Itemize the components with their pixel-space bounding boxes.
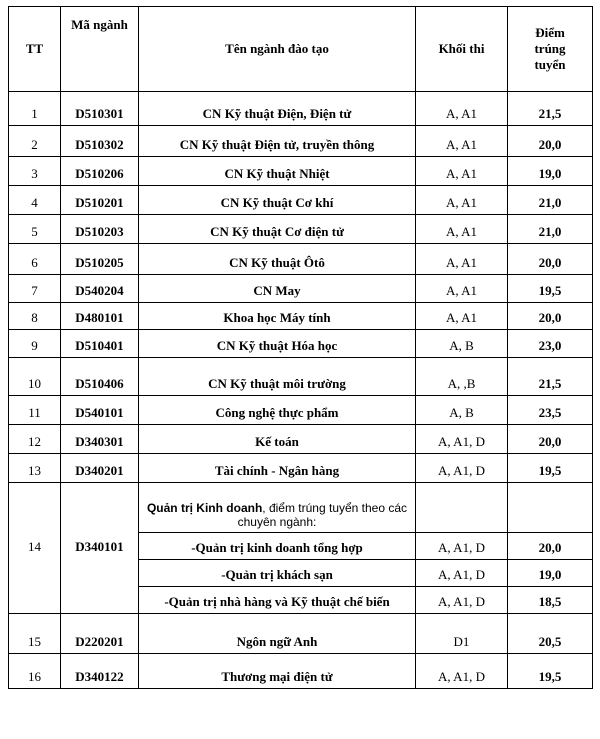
cell-score: 23,5 <box>508 396 593 425</box>
cell-block: A, A1 <box>416 186 508 215</box>
cell-name: Ngôn ngữ Anh <box>139 614 416 654</box>
cell-block: A, A1, D <box>416 425 508 454</box>
cell-block: A, A1, D <box>416 654 508 689</box>
cell-name: CN Kỹ thuật Nhiệt <box>139 157 416 186</box>
cell-tt: 4 <box>9 186 61 215</box>
cell-block: A, A1 <box>416 244 508 275</box>
cell-code: D220201 <box>61 614 139 654</box>
cell-code: D340301 <box>61 425 139 454</box>
table-row <box>9 425 593 454</box>
cell-score: 23,0 <box>508 330 593 358</box>
cell-name: Thương mại điện tử <box>139 654 416 689</box>
intro-bold: Quản trị Kinh doanh <box>146 501 263 515</box>
cell-score: 20,0 <box>508 303 593 330</box>
cell-code: D510401 <box>61 330 139 358</box>
cell-name: CN Kỹ thuật Điện, Điện tử <box>139 92 416 126</box>
cell-code: D340201 <box>61 454 139 483</box>
table-row <box>9 275 593 303</box>
cell-block: A, ,B <box>416 358 508 396</box>
cell-tt: 1 <box>9 92 61 126</box>
table-row <box>9 303 593 330</box>
header-ma-nganh: Mã ngành <box>61 7 139 92</box>
cell-score: 20,0 <box>508 533 593 560</box>
table-row <box>9 454 593 483</box>
cell-name: Công nghệ thực phẩm <box>139 396 416 425</box>
cell-sub-name: -Quản trị nhà hàng và Kỹ thuật chế biến <box>139 587 416 614</box>
cell-score: 18,5 <box>508 587 593 614</box>
table-row <box>9 330 593 358</box>
table-row <box>9 244 593 275</box>
cell-code: D510203 <box>61 215 139 244</box>
cell-block: A, A1, D <box>416 533 508 560</box>
cell-score: 21,5 <box>508 92 593 126</box>
cell-code: D510205 <box>61 244 139 275</box>
cell-tt: 12 <box>9 425 61 454</box>
table-row <box>9 215 593 244</box>
cell-tt: 14 <box>9 483 61 614</box>
cell-tt: 15 <box>9 614 61 654</box>
cell-name: Khoa học Máy tính <box>139 303 416 330</box>
intro-rest: , điểm trúng tuyển theo các chuyên ngành: <box>237 501 408 529</box>
cell-tt: 16 <box>9 654 61 689</box>
table-header-row <box>9 7 593 92</box>
cell-code: D510206 <box>61 157 139 186</box>
cell-tt: 2 <box>9 126 61 157</box>
table-row <box>9 654 593 689</box>
cell-name: CN May <box>139 275 416 303</box>
cell-name: CN Kỹ thuật Ôtô <box>139 244 416 275</box>
cell-block: A, A1, D <box>416 560 508 587</box>
cell-name: Kế toán <box>139 425 416 454</box>
cell-tt: 13 <box>9 454 61 483</box>
cell-name: CN Kỹ thuật Cơ khí <box>139 186 416 215</box>
cell-intro <box>139 483 416 533</box>
cell-code: D340101 <box>61 483 139 614</box>
cell-code: D540204 <box>61 275 139 303</box>
table-row <box>9 396 593 425</box>
cell-block: A, A1 <box>416 92 508 126</box>
cell-code: D510201 <box>61 186 139 215</box>
cell-block: A, B <box>416 330 508 358</box>
cell-code: D510301 <box>61 92 139 126</box>
table-row <box>9 157 593 186</box>
cell-score: 20,0 <box>508 425 593 454</box>
cell-name: CN Kỹ thuật Cơ điện tử <box>139 215 416 244</box>
table-row-group-qtkd <box>9 483 593 533</box>
cell-block: A, A1 <box>416 215 508 244</box>
cell-block: A, A1 <box>416 303 508 330</box>
cell-tt: 8 <box>9 303 61 330</box>
cell-tt: 9 <box>9 330 61 358</box>
header-diem: Điểm trúng tuyển <box>508 7 593 92</box>
cell-tt: 7 <box>9 275 61 303</box>
cell-block: A, A1 <box>416 126 508 157</box>
cell-block: A, A1 <box>416 157 508 186</box>
cell-score: 19,5 <box>508 654 593 689</box>
cell-score: 20,0 <box>508 126 593 157</box>
cell-tt: 3 <box>9 157 61 186</box>
header-ten-nganh: Tên ngành đào tạo <box>139 7 416 92</box>
cell-code: D510406 <box>61 358 139 396</box>
cell-score: 20,5 <box>508 614 593 654</box>
cell-score: 19,0 <box>508 560 593 587</box>
cell-block: A, A1 <box>416 275 508 303</box>
cell-block: D1 <box>416 614 508 654</box>
cell-code: D510302 <box>61 126 139 157</box>
cell-block: A, A1, D <box>416 454 508 483</box>
cell-tt: 6 <box>9 244 61 275</box>
cell-block: A, B <box>416 396 508 425</box>
cell-name: CN Kỹ thuật môi trường <box>139 358 416 396</box>
cell-name: CN Kỹ thuật Hóa học <box>139 330 416 358</box>
cell-tt: 10 <box>9 358 61 396</box>
cell-score: 21,5 <box>508 358 593 396</box>
cell-score: 21,0 <box>508 186 593 215</box>
table-row <box>9 186 593 215</box>
cell-code: D480101 <box>61 303 139 330</box>
table-row <box>9 358 593 396</box>
cell-name: CN Kỹ thuật Điện tử, truyền thông <box>139 126 416 157</box>
cell-empty-score <box>508 483 593 533</box>
cell-score: 19,0 <box>508 157 593 186</box>
cell-tt: 11 <box>9 396 61 425</box>
cell-score: 20,0 <box>508 244 593 275</box>
header-khoi-thi: Khối thi <box>416 7 508 92</box>
cell-empty-block <box>416 483 508 533</box>
cell-sub-name: -Quản trị kinh doanh tổng hợp <box>139 533 416 560</box>
table-row <box>9 92 593 126</box>
cell-sub-name: -Quản trị khách sạn <box>139 560 416 587</box>
table-row <box>9 614 593 654</box>
cell-score: 19,5 <box>508 454 593 483</box>
cell-code: D340122 <box>61 654 139 689</box>
cell-score: 19,5 <box>508 275 593 303</box>
cell-tt: 5 <box>9 215 61 244</box>
cell-block: A, A1, D <box>416 587 508 614</box>
cell-code: D540101 <box>61 396 139 425</box>
table-row <box>9 126 593 157</box>
header-tt: TT <box>9 7 61 92</box>
cell-name: Tài chính - Ngân hàng <box>139 454 416 483</box>
admission-scores-table <box>8 6 593 689</box>
cell-score: 21,0 <box>508 215 593 244</box>
